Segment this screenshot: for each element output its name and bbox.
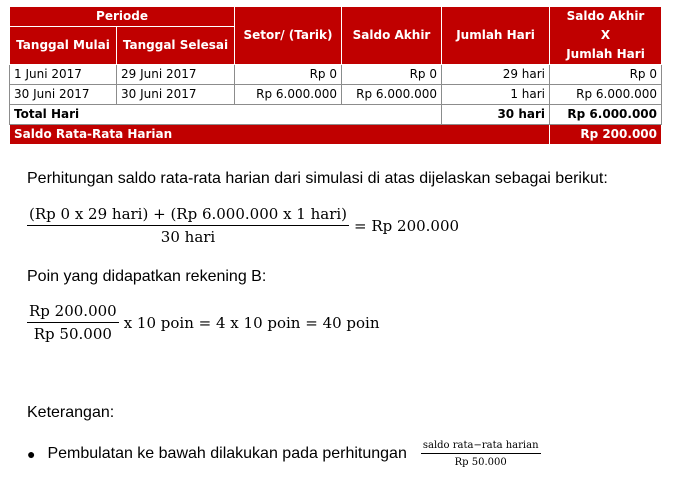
header-saldo-x-hari-line2: X bbox=[600, 28, 611, 42]
formula-poin-result: x 10 poin = 4 x 10 poin = 40 poin bbox=[123, 313, 380, 332]
formula-average-result: = Rp 200.000 bbox=[354, 216, 460, 235]
formula-average-fraction bbox=[27, 205, 349, 246]
simulation-table bbox=[9, 6, 662, 145]
average-label: Saldo Rata-Rata Harian bbox=[10, 125, 550, 145]
cell-saldo-x-hari: Rp 6.000.000 bbox=[550, 85, 662, 105]
cell-setor: Rp 0 bbox=[235, 65, 342, 85]
header-periode: Periode bbox=[10, 7, 235, 27]
cell-jumlah-hari: 1 hari bbox=[442, 85, 550, 105]
poin-label: Poin yang didapatkan rekening B: bbox=[27, 268, 267, 285]
bullet-fraction-denominator: Rp 50.000 bbox=[454, 457, 507, 468]
header-tanggal-selesai: Tanggal Selesai bbox=[117, 27, 235, 65]
header-tanggal-mulai: Tanggal Mulai bbox=[10, 27, 117, 65]
cell-tanggal-selesai: 30 Juni 2017 bbox=[117, 85, 235, 105]
bullet-dot-icon: ● bbox=[27, 446, 36, 462]
intro-text: Perhitungan saldo rata-rata harian dari simulasi di atas dijelaskan sebagai berikut: bbox=[27, 170, 608, 187]
formula-poin bbox=[27, 302, 380, 343]
average-row bbox=[10, 125, 662, 145]
cell-setor: Rp 6.000.000 bbox=[235, 85, 342, 105]
cell-tanggal-mulai: 1 Juni 2017 bbox=[10, 65, 117, 85]
header-setor-tarik: Setor/ (Tarik) bbox=[235, 7, 342, 65]
cell-saldo-x-hari: Rp 0 bbox=[550, 65, 662, 85]
header-saldo-akhir: Saldo Akhir bbox=[342, 7, 442, 65]
bullet-note bbox=[27, 440, 541, 468]
header-saldo-x-hari-line3: Jumlah Hari bbox=[566, 47, 645, 61]
bullet-fraction bbox=[421, 440, 541, 468]
bullet-text: Pembulatan ke bawah dilakukan pada perhitungan bbox=[47, 445, 407, 462]
formula-poin-fraction bbox=[27, 302, 119, 343]
table-row bbox=[10, 65, 662, 85]
total-jumlah-hari: 30 hari bbox=[442, 105, 550, 125]
cell-saldo-akhir: Rp 0 bbox=[342, 65, 442, 85]
cell-tanggal-mulai: 30 Juni 2017 bbox=[10, 85, 117, 105]
formula-average-denominator: 30 hari bbox=[160, 228, 216, 246]
cell-tanggal-selesai: 29 Juni 2017 bbox=[117, 65, 235, 85]
total-row bbox=[10, 105, 662, 125]
total-saldo-x-hari: Rp 6.000.000 bbox=[550, 105, 662, 125]
cell-saldo-akhir: Rp 6.000.000 bbox=[342, 85, 442, 105]
average-value: Rp 200.000 bbox=[550, 125, 662, 145]
formula-average bbox=[27, 205, 459, 246]
formula-poin-denominator: Rp 50.000 bbox=[33, 325, 112, 343]
formula-average-numerator: (Rp 0 x 29 hari) + (Rp 6.000.000 x 1 hari) bbox=[27, 205, 349, 226]
table-row bbox=[10, 85, 662, 105]
cell-jumlah-hari: 29 hari bbox=[442, 65, 550, 85]
header-saldo-x-hari-line1: Saldo Akhir bbox=[566, 9, 645, 23]
formula-poin-numerator: Rp 200.000 bbox=[27, 302, 119, 323]
header-jumlah-hari: Jumlah Hari bbox=[442, 7, 550, 65]
total-label: Total Hari bbox=[10, 105, 442, 125]
keterangan-label: Keterangan: bbox=[27, 404, 115, 421]
header-saldo-x-hari bbox=[550, 7, 662, 65]
bullet-fraction-numerator: saldo rata−rata harian bbox=[421, 440, 541, 454]
